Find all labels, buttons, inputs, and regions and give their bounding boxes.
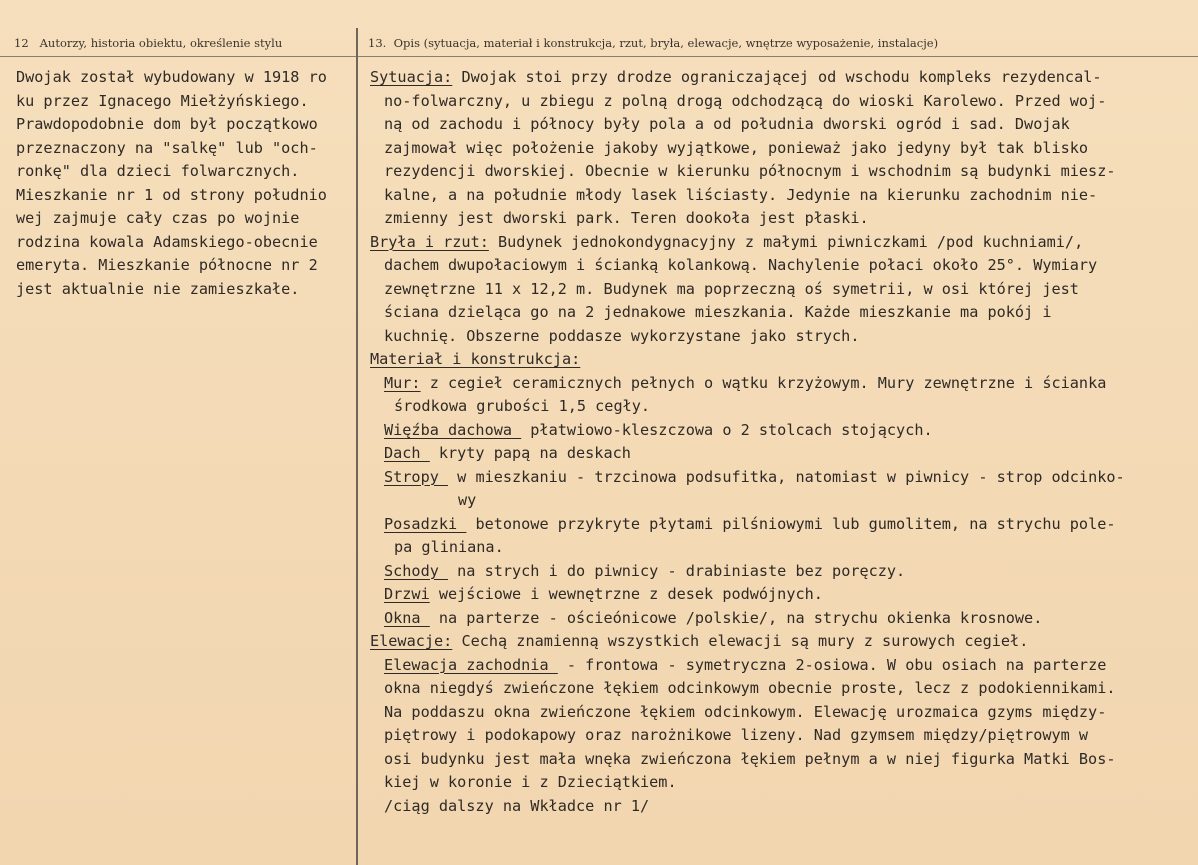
right-column-number: 13. (368, 36, 387, 50)
sytuacja-line: rezydencji dworskiej. Obecnie w kierunku północnym i wschodnim są budynki miesz- (384, 162, 1116, 180)
posadzki-line: Posadzki_ betonowe przykryte płytami pilśniowymi lub gumolitem, na strychu pole- (384, 514, 1116, 533)
bryla-label: Bryła i rzut: (370, 232, 489, 251)
continuation-note: /ciąg dalszy na Wkładce nr 1/ (384, 796, 650, 815)
wiezba-label: Więźba dachowa_ (384, 420, 522, 439)
history-line: Dwojak został wybudowany w 1918 ro (16, 68, 327, 86)
sytuacja-line: no-folwarczny, u zbiegu z polną drogą odchodzącą do wioski Karolewo. Przed woj- (384, 91, 1107, 110)
elewacja-zachodnia-line: okna niegdyś zwieńczone łękiem odcinkowym obecnie proste, lecz z podokiennikami. (384, 679, 1116, 697)
right-column-header (368, 36, 938, 50)
bryla-line: kuchnię. Obszerne poddasze wykorzystane jako strych. (384, 326, 860, 345)
history-line: ku przez Ignacego Miełżyńskiego. (16, 91, 309, 110)
mur-line: środkowa grubości 1,5 cegły. (394, 397, 651, 415)
elewacja-zachodnia-label: Elewacja zachodnia_ (384, 655, 558, 674)
dach-line: Dach_ kryty papą na deskach (384, 444, 631, 462)
okna-label: Okna_ (384, 608, 430, 627)
sytuacja-line: Sytuacja: Dwojak stoi przy drodze ograniczającej od wschodu kompleks rezydencal- (370, 68, 1102, 86)
mur-label: Mur: (384, 373, 421, 392)
history-line: Mieszkanie nr 1 od strony południo (16, 185, 327, 204)
bryla-line: ściana dzieląca go na 2 jednakowe mieszkania. Każde mieszkanie ma pokój i (384, 303, 1052, 321)
history-line: przeznaczony na "salkę" lub "och- (16, 138, 318, 157)
stropy-label: Stropy_ (384, 467, 449, 486)
sytuacja-line: zajmował więc położenie jakoby wyjątkowe, ponieważ jako jedyny był tak blisko (384, 138, 1089, 157)
history-line: Prawdopodobnie dom był początkowo (16, 115, 318, 133)
elewacje-line: Elewacje: Cechą znamienną wszystkich elewacji są mury z surowych cegieł. (370, 632, 1029, 650)
sytuacja-label: Sytuacja: (370, 68, 453, 86)
bryla-line: dachem dwupołaciowym i ścianką kolankową. Nachylenie połaci około 25°. Wymiary (384, 256, 1098, 274)
elewacja-zachodnia-line: osi budynku jest mała wnęka zwieńczona łękiem pełnym a w niej figurka Matki Bos- (384, 749, 1116, 768)
dach-label: Dach_ (384, 444, 430, 462)
posadzki-label: Posadzki_ (384, 514, 467, 533)
drzwi-label: Drzwi (384, 585, 430, 603)
header-divider (0, 56, 1198, 57)
sytuacja-line: kalne, a na południe młody lasek liściasty. Jedynie na kierunku zachodnim nie- (384, 185, 1098, 204)
left-column-title: Autorzy, historia obiektu, określenie stylu (39, 36, 283, 50)
elewacje-label: Elewacje: (370, 632, 453, 650)
posadzki-line: pa gliniana. (394, 538, 504, 556)
elewacja-zachodnia-line: Na poddaszu okna zwieńczone łękiem odcinkowym. Elewację urozmaica gzyms między- (384, 702, 1107, 721)
history-line: ronkę" dla dzieci folwarcznych. (16, 162, 300, 180)
stropy-line: wy (458, 491, 477, 509)
schody-line: Schody_ na strych i do piwnicy - drabiniaste bez poręczy. (384, 561, 906, 580)
elewacja-zachodnia-line: kiej w koronie i z Dzieciątkiem. (384, 773, 677, 791)
history-line: rodzina kowala Adamskiego-obecnie (16, 232, 318, 251)
history-line: emeryta. Mieszkanie północne nr 2 (16, 256, 318, 274)
description-text (370, 66, 1190, 818)
history-text (16, 66, 356, 301)
schody-label: Schody_ (384, 561, 449, 580)
left-column-number: 12 (14, 36, 29, 50)
sytuacja-line: zmienny jest dworski park. Teren dookoła jest płaski. (384, 209, 869, 227)
drzwi-line: Drzwi wejściowe i wewnętrzne z desek podwójnych. (384, 585, 823, 603)
material-heading: Materiał i konstrukcja: (370, 350, 581, 368)
stropy-line: Stropy_ w mieszkaniu - trzcinowa podsufitka, natomiast w piwnicy - strop odcinko- (384, 467, 1125, 486)
mur-line: Mur: z cegieł ceramicznych pełnych o wątku krzyżowym. Mury zewnętrzne i ścianka (384, 373, 1107, 392)
okna-line: Okna_ na parterze - ościeónicowe /polskie/, na strychu okienka krosnowe. (384, 608, 1043, 627)
elewacja-zachodnia-line: Elewacja zachodnia_ - frontowa - symetryczna 2-osiowa. W obu osiach na parterze (384, 655, 1107, 674)
wiezba-line: Więźba dachowa_ płatwiowo-kleszczowa o 2 stolcach stojących. (384, 420, 933, 439)
column-divider (356, 28, 358, 865)
right-column-title: Opis (sytuacja, materiał i konstrukcja, rzut, bryła, elewacje, wnętrze wyposażenie, instalacje) (393, 36, 939, 50)
bryla-line: zewnętrzne 11 x 12,2 m. Budynek ma poprzeczną oś symetrii, w osi której jest (384, 279, 1079, 298)
bryla-line: Bryła i rzut: Budynek jednokondygnacyjny z małymi piwniczkami /pod kuchniami/, (370, 232, 1084, 251)
history-line: wej zajmuje cały czas po wojnie (16, 209, 300, 227)
sytuacja-line: ną od zachodu i północy były pola a od południa dworski ogród i sad. Dwojak (384, 115, 1070, 133)
history-line: jest aktualnie nie zamieszkałe. (16, 279, 300, 298)
left-column-header (14, 36, 282, 50)
elewacja-zachodnia-line: piętrowy i podokapowy oraz narożnikowe lizeny. Nad gzymsem między/piętrowym w (384, 726, 1089, 744)
